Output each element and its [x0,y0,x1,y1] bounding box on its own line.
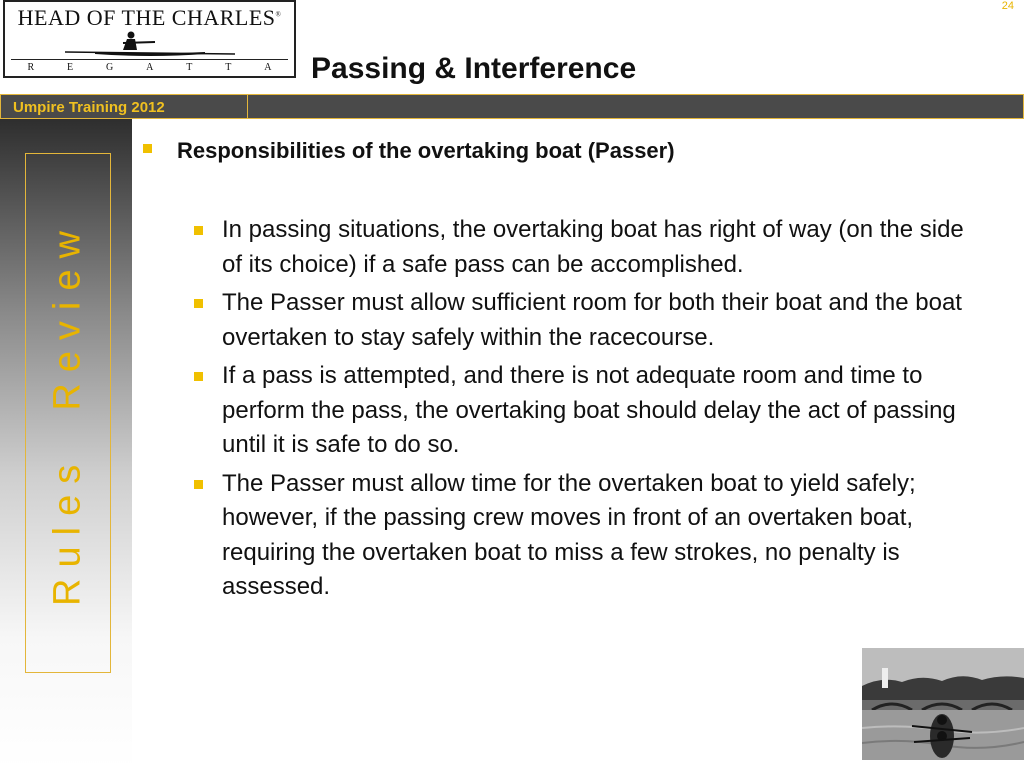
list-item [192,213,964,282]
bullet-square-icon [194,372,203,381]
page-number: 24 [1001,0,1014,12]
rower-icon [65,30,235,58]
bullet-square-icon [194,299,203,308]
sidebar-box [25,153,111,673]
list-item [192,286,964,355]
list-item [192,467,964,605]
header-band [248,94,1024,119]
band-label-text: Umpire Training 2012 [13,99,165,116]
bullet-square-icon [194,480,203,489]
list-item [192,359,964,463]
slide-title: Passing & Interference [311,52,637,85]
sub-bullet-text: If a pass is attempted, and there is not adequate room and time to perform the pass, the overtaking boat should delay the act of passing until it is safe to do so. [222,362,956,458]
sub-bullet-text: The Passer must allow time for the overtaken boat to yield safely; however, if the passing crew moves in front of an overtaken boat, requiring the overtaken boat to miss a few strokes, no penalty is assessed. [222,469,916,600]
bullet-square-icon [143,144,152,153]
main-bullet-text: Responsibilities of the overtaking boat (Passer) [177,138,675,163]
logo-title: HEAD OF THE CHARLES® [17,5,282,30]
bullet-square-icon [194,226,203,235]
logo-divider [11,59,288,60]
sub-bullet-list [192,213,964,609]
header-band-label [0,94,248,119]
sub-bullet-text: The Passer must allow sufficient room for both their boat and the boat overtaken to stay safely within the racecourse. [222,289,962,351]
sub-bullet-text: In passing situations, the overtaking boat has right of way (on the side of its choice) if a safe pass can be accomplished. [222,216,964,278]
logo-subtitle: R E G A T T A [27,62,272,73]
rowing-photo [862,648,1024,760]
regatta-logo [3,0,296,78]
sidebar-vertical-text: Rules Review [46,220,89,606]
